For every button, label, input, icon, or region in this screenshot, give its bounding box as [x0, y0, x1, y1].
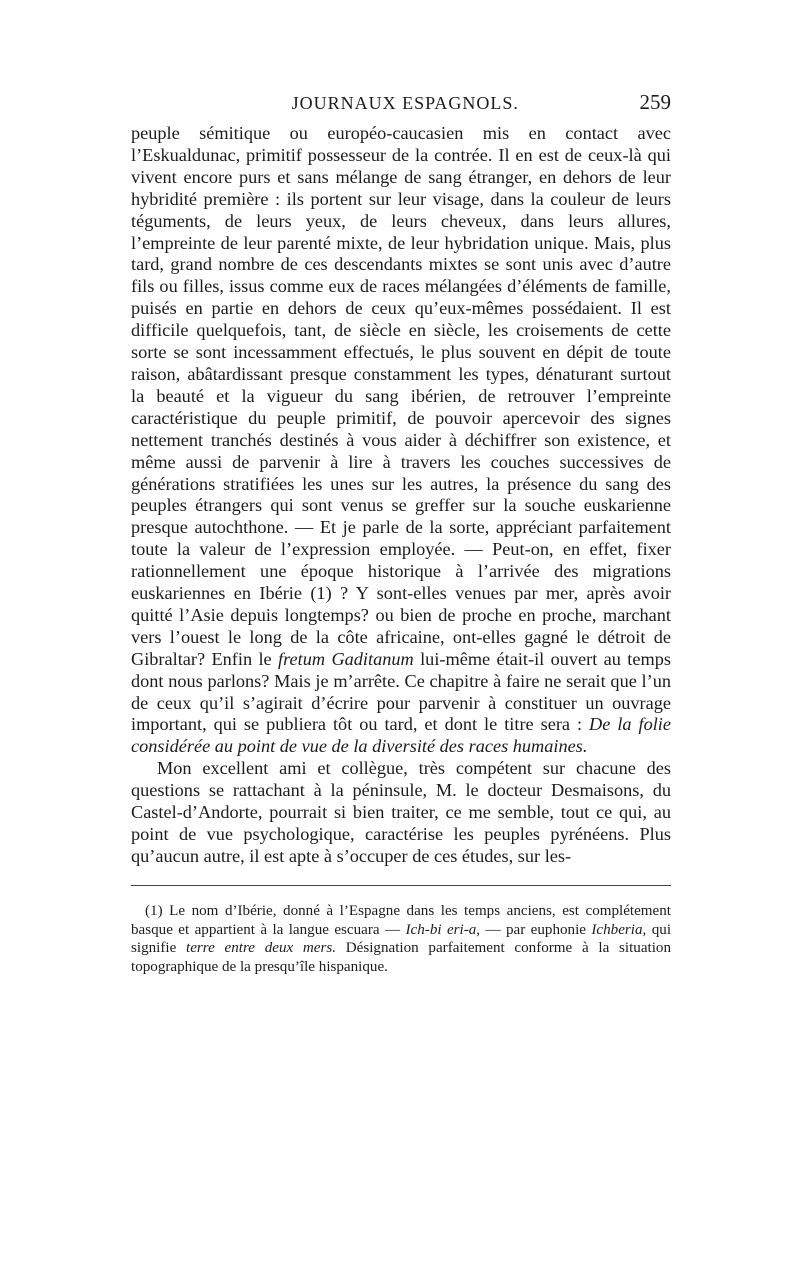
paragraph-1 [131, 123, 671, 758]
paragraph-1-text-b: lui-même était-il ouvert au temps dont nous parlons? Mais je m’arrête. Ce chapitre à faire ne serait que l’un de ceux qu’il s’agirait d’écrire pour parvenir à constituer un ouvrage important, qui se publiera tôt ou tard, et dont le titre sera : [131, 648, 671, 735]
page-header [131, 90, 671, 120]
footnote [131, 902, 671, 977]
paragraph-2: Mon excellent ami et collègue, très compétent sur chacune des questions se rattachant à la péninsule, M. le docteur Desmaisons, du Castel-d’Andorte, pourrait si bien traiter, ce me semble, tout ce qui, au point de vue psychologique, caractérise les peuples pyrénéens. Plus qu’aucun autre, il est apte à s’occuper de ces études, sur les- [131, 758, 671, 866]
footnote-italic-3: terre entre deux mers. [186, 940, 337, 957]
body-text [131, 123, 671, 868]
paragraph-1-italic-title: De la folie considérée au point de vue de la diversité des races humaines. [131, 714, 671, 757]
running-title: JOURNAUX ESPAGNOLS. [291, 93, 519, 113]
footnote-italic-1: Ich-bi eri-a, [405, 921, 481, 938]
footnote-text-a: (1) Le nom d’Ibérie, donné à l’Espagne dans les temps anciens, est complétement basque et appartient à la langue escuara — [131, 902, 671, 938]
footnote-text-c: qui signifie [131, 921, 672, 957]
paragraph-1-text-a: peuple sémitique ou européo-caucasien mis en contact avec l’Eskualdunac, primitif possesseur de la contrée. Il en est de ceux-là qui vivent encore purs et sans mélange de sang étranger, en dehors de leur hybridité première : ils portent sur leur visage, dans la couleur de leurs téguments, de leurs yeux, de leurs cheveux, dans leurs allures, l’empreinte de leur parenté mixte, de leur hybridation unique. Mais, plus tard, grand nombre de ces descendants mixtes se sont unis avec d’autre fils ou filles, issus comme eux de races mélangées d’éléments de famille, puisés en partie en dehors de ceux qu’eux-mêmes possédaient. Il est difficile quelquefois, tant, de siècle en siècle, les croisements de cette sorte se sont incessamment effectués, le plus souvent en dépit de toute raison, abâtardissant presque constamment les types, dénaturant surtout la beauté et la vigueur du sang ibérien, de retrouver l’empreinte caractéristique du peuple primitif, de pouvoir apercevoir des signes nettement tranchés destinés à vous aider à déchiffrer son existence, et même aussi de parvenir à lire à travers les couches successives de générations stratifiées les unes sur les autres, la présence du sang des peuples étrangers qui sont venus se greffer sur la souche euskarienne presque autochthone. — Et je parle de la sorte, appréciant parfaitement toute la valeur de l’expression employée. — Peut-on, en effet, fixer rationnellement une époque historique à l’arrivée des migrations euskariennes en Ibérie (1) ? Y sont-elles venues par mer, après avoir quitté l’Asie depuis longtemps? ou bien de proche en proche, marchant vers l’ouest le long de la côte africaine, ont-elles gagné le détroit de Gibraltar? Enfin le [131, 123, 671, 669]
footnote-divider [131, 885, 671, 886]
footnote-italic-2: Ichberia, [591, 921, 647, 938]
book-page [131, 90, 671, 977]
paragraph-1-italic-fretum: fretum Gaditanum [278, 648, 414, 669]
page-number: 259 [639, 90, 671, 114]
footnote-text-d: Désignation parfaitement conforme à la situation topographique de la presqu’île hispanique. [131, 940, 671, 976]
footnote-text-b: — par euphonie [485, 921, 586, 938]
